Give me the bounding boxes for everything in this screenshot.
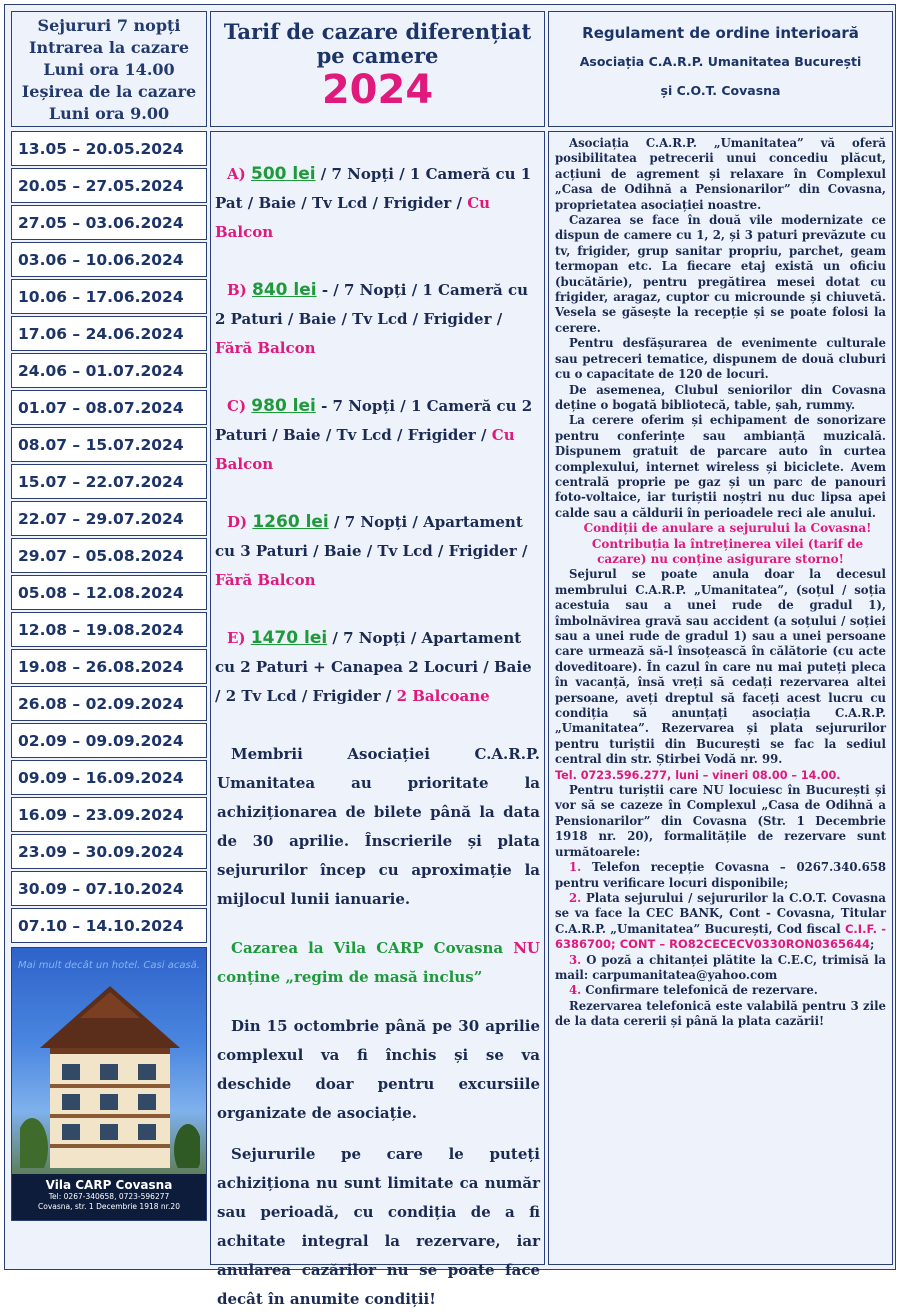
period-item: 13.05 – 20.05.2024 (11, 131, 207, 166)
fiscal-code: C.I.F. - 6386700; (555, 921, 886, 952)
offer-extra: Cu Balcon (215, 426, 515, 473)
offer-separator: / (328, 513, 345, 531)
meal-notice: Cazarea la Vila CARP Covasna NU conține „regim de masă inclus” (217, 939, 540, 986)
photo-tagline: Mai mult decât un hotel. Casi acasă. (18, 960, 200, 971)
offer-letter: C) (227, 397, 247, 415)
period-item: 10.06 – 17.06.2024 (11, 279, 207, 314)
period-item: 30.09 – 07.10.2024 (11, 871, 207, 906)
right-column (548, 11, 893, 1263)
closed-period-text: Din 15 octombrie până pe 30 aprilie complexul va fi închis și se va deschide doar pentru excursiile organizate de asociație. (217, 1017, 540, 1122)
non-resident-text: Pentru turiștii care NU locuiesc în București și vor să se cazeze în Complexul „Casa de Odihnă a Pensionarilor” din Covasna (Str. 1 Decembrie 1918 nr. 20), formalitățile de rezervare sunt următoarele: (555, 783, 886, 859)
period-item: 09.09 – 16.09.2024 (11, 760, 207, 795)
offer-price: 1260 lei (252, 512, 329, 532)
tariff-year: 2024 (321, 67, 434, 113)
check-in-label: Intrarea la cazare (28, 38, 190, 57)
bank-account: CONT – RO82CECECV0330RON0365644 (619, 937, 870, 952)
offer-item (215, 624, 540, 711)
period-item: 16.09 – 23.09.2024 (11, 797, 207, 832)
tariff-title-line1: Tarif de cazare diferențiat (223, 19, 532, 44)
period-item: 22.07 – 29.07.2024 (11, 501, 207, 536)
check-in-time: Luni ora 14.00 (43, 60, 175, 79)
offer-description: 7 Nopți / 1 Cameră cu 1 Pat / Baie / Tv Lcd / Frigider / (215, 165, 532, 212)
offer-extra: Fără Balcon (215, 571, 316, 589)
rules-intro: Asociația C.A.R.P. „Umanitatea” vă oferă posibilitatea petrecerii unui concediu plăcut, acțiuni de agrement și relaxare în Complexul „Casa de Odihnă a Pensionarilor” din Covasna, proprietatea asociației noastre. (555, 136, 886, 212)
villa-building-icon (20, 978, 200, 1168)
offer-extra: Fără Balcon (215, 339, 316, 357)
stay-info-box (11, 11, 207, 127)
tariff-body (210, 131, 545, 1308)
offer-description: 7 Nopți / Apartament cu 3 Paturi / Baie / Tv Lcd / Frigider / (215, 513, 528, 560)
period-item: 03.06 – 10.06.2024 (11, 242, 207, 277)
members-priority-text: Membrii Asociației C.A.R.P. Umanitatea au prioritate la achiziționarea de bilete până la data de 30 aprilie. Înscrierile și plata sejururilor încep cu aproximație la mijlocul lunii ianuarie. (217, 745, 540, 908)
period-item: 12.08 – 19.08.2024 (11, 612, 207, 647)
offer-letter: B) (227, 281, 247, 299)
rules-header (548, 11, 893, 127)
offer-description: 7 Nopți / 1 Cameră cu 2 Paturi / Baie / Tv Lcd / Frigider / (215, 397, 533, 444)
rules-title: Regulament de ordine interioară (582, 24, 859, 42)
period-item: 07.10 – 14.10.2024 (11, 908, 207, 943)
offer-separator: / (315, 165, 332, 183)
period-item: 01.07 – 08.07.2024 (11, 390, 207, 425)
rules-subtitle-2: și C.O.T. Covasna (660, 83, 781, 98)
period-list (11, 131, 207, 943)
stay-nights: Sejururi 7 nopți (37, 16, 181, 35)
offer-description: 7 Nopți / 1 Cameră cu 2 Paturi / Baie / Tv Lcd / Frigider / (215, 281, 529, 328)
offer-item (215, 276, 540, 363)
rules-facilities: La cerere oferim și echipament de sonorizare pentru conferințe sau ambianță muzicală. Dispunem gratuit de parcare auto în curtea complexului, internet wireless și biciclete. Avem centrală proprie pe gaz și un parc de panouri foto-voltaice, iar turiștii noștri nu duc lipsa apei calde sau a căldurii în perioadele reci ale anului. (555, 413, 886, 520)
offer-price: 980 lei (251, 396, 316, 416)
offer-separator: - (315, 397, 333, 415)
villa-photo (11, 947, 207, 1221)
offer-price: 500 lei (250, 164, 316, 184)
period-item: 17.06 – 24.06.2024 (11, 316, 207, 351)
period-item: 05.08 – 12.08.2024 (11, 575, 207, 610)
period-item: 08.07 – 15.07.2024 (11, 427, 207, 462)
period-item: 02.09 – 09.09.2024 (11, 723, 207, 758)
offer-letter: E) (227, 629, 246, 647)
tariff-title-line2: pe camere (316, 43, 439, 68)
check-out-time: Luni ora 9.00 (48, 104, 170, 123)
period-item: 24.06 – 01.07.2024 (11, 353, 207, 388)
offer-letter: D) (227, 513, 248, 531)
offer-item (215, 392, 540, 479)
offer-item (215, 508, 540, 595)
office-phone: Tel. 0723.596.277, luni – vineri 08.00 – 14.00. (555, 768, 841, 782)
rules-body (548, 131, 893, 1265)
villa-name: Vila CARP Covasna (45, 1178, 173, 1192)
middle-column (210, 11, 545, 1308)
offer-extra: Cu Balcon (215, 194, 491, 241)
rules-subtitle-1: Asociația C.A.R.P. Umanitatea București (579, 54, 862, 69)
unlimited-text: Sejururile pe care le puteți achiziționa nu sunt limitate ca număr sau perioadă, cu condiția de a fi achitate integral la rezervare, iar anularea cazărilor nu se poate face decât în anumite condiții! (217, 1145, 540, 1308)
villa-phone: Tel: 0267-340658, 0723-596277 (48, 1192, 170, 1201)
photo-caption (12, 1174, 206, 1220)
rules-club: De asemenea, Clubul seniorilor din Covasna deține o bogată bibliotecă, table, șah, rummy. (555, 382, 886, 412)
offer-list (215, 160, 540, 711)
period-item: 19.08 – 26.08.2024 (11, 649, 207, 684)
step-1: 1. Telefon recepție Covasna – 0267.340.658 pentru verificare locuri disponibile; (555, 860, 886, 890)
period-item: 26.08 – 02.09.2024 (11, 686, 207, 721)
cancellation-title: Condiții de anulare a sejurului la Covasna! (583, 521, 872, 536)
period-item: 29.07 – 05.08.2024 (11, 538, 207, 573)
offer-description: 7 Nopți / Apartament cu 2 Paturi + Canapea 2 Locuri / Baie / 2 Tv Lcd / Frigider / (215, 629, 532, 705)
period-item: 23.09 – 30.09.2024 (11, 834, 207, 869)
step-3: 3. O poză a chitanței plătite la C.E.C, trimisă la mail: carpumanitatea@yahoo.com (555, 952, 886, 982)
left-column (11, 11, 207, 1263)
page-frame (4, 4, 896, 1308)
offer-price: 1470 lei (250, 628, 328, 648)
cancellation-text: Sejurul se poate anula doar la decesul membrului C.A.R.P. „Umanitatea”, (soțul / soția acestuia sau a unei rude de gradul 1), îmbolnăvirea gravă sau accident (a soțului / soției sau a unei rude de gradul 1) sau a unei persoane care urmează să-l însoțească în călătorie (cu acte doveditoare). În cazul în care nu mai puteți pleca în vacanță, însă vreți să cedați rezervarea altei persoane, aveți dreptul să faceți acest lucru cu condiția să anunțați asociația C.A.R.P. „Umanitatea”. Rezervarea și plata sejururilor pentru turiștii din București se fac la sediul central din str. Știrbei Vodă nr. 99. (555, 567, 886, 767)
offer-separator: / (327, 629, 344, 647)
period-item: 15.07 – 22.07.2024 (11, 464, 207, 499)
villa-address: Covasna, str. 1 Decembrie 1918 nr.20 (38, 1202, 180, 1211)
tariff-notes (215, 740, 540, 1314)
period-item: 27.05 – 03.06.2024 (11, 205, 207, 240)
rules-accommodation: Cazarea se face în două vile modernizate ce dispun de camere cu 1, 2, și 3 paturi prevăzute cu tv, frigider, grup sanitar propriu, parchet, geam termopan etc. La fiecare etaj există un oficiu (bucătărie), pentru pregătirea mesei dotat cu frigider, aragaz, cuptor cu microunde și chiuvetă. Vesela se găsește la recepție și se poate folosi la cerere. (555, 213, 886, 335)
offer-price: 840 lei (252, 280, 317, 300)
offer-item (215, 160, 540, 247)
phone-reservation-validity: Rezervarea telefonică este valabilă pentru 3 zile de la data cererii și până la plata cazării! (555, 998, 886, 1029)
rules-events: Pentru desfășurarea de evenimente culturale sau petreceri tematice, dispunem de două cluburi cu o capacitate de 120 de locuri. (555, 336, 886, 382)
offer-separator: - / (316, 281, 344, 299)
offer-extra: 2 Balcoane (396, 687, 490, 705)
offer-letter: A) (227, 165, 246, 183)
step-2: 2. Plata sejurului / sejururilor la C.O.T. Covasna se va face la CEC BANK, Cont - Covasna, Titular C.A.R.P. „Umanitatea” București, Cod fiscal C.I.F. - 6386700; CONT – RO82CECECV0330RON0365644; (555, 890, 886, 952)
step-4: 4. Confirmare telefonică de rezervare. (569, 983, 818, 998)
cancellation-subtitle: Contribuția la întreținerea vilei (tarif de cazare) nu conține asigurare storno! (591, 536, 864, 566)
tariff-header (210, 11, 545, 127)
check-out-label: Ieșirea de la cazare (21, 82, 197, 101)
period-item: 20.05 – 27.05.2024 (11, 168, 207, 203)
